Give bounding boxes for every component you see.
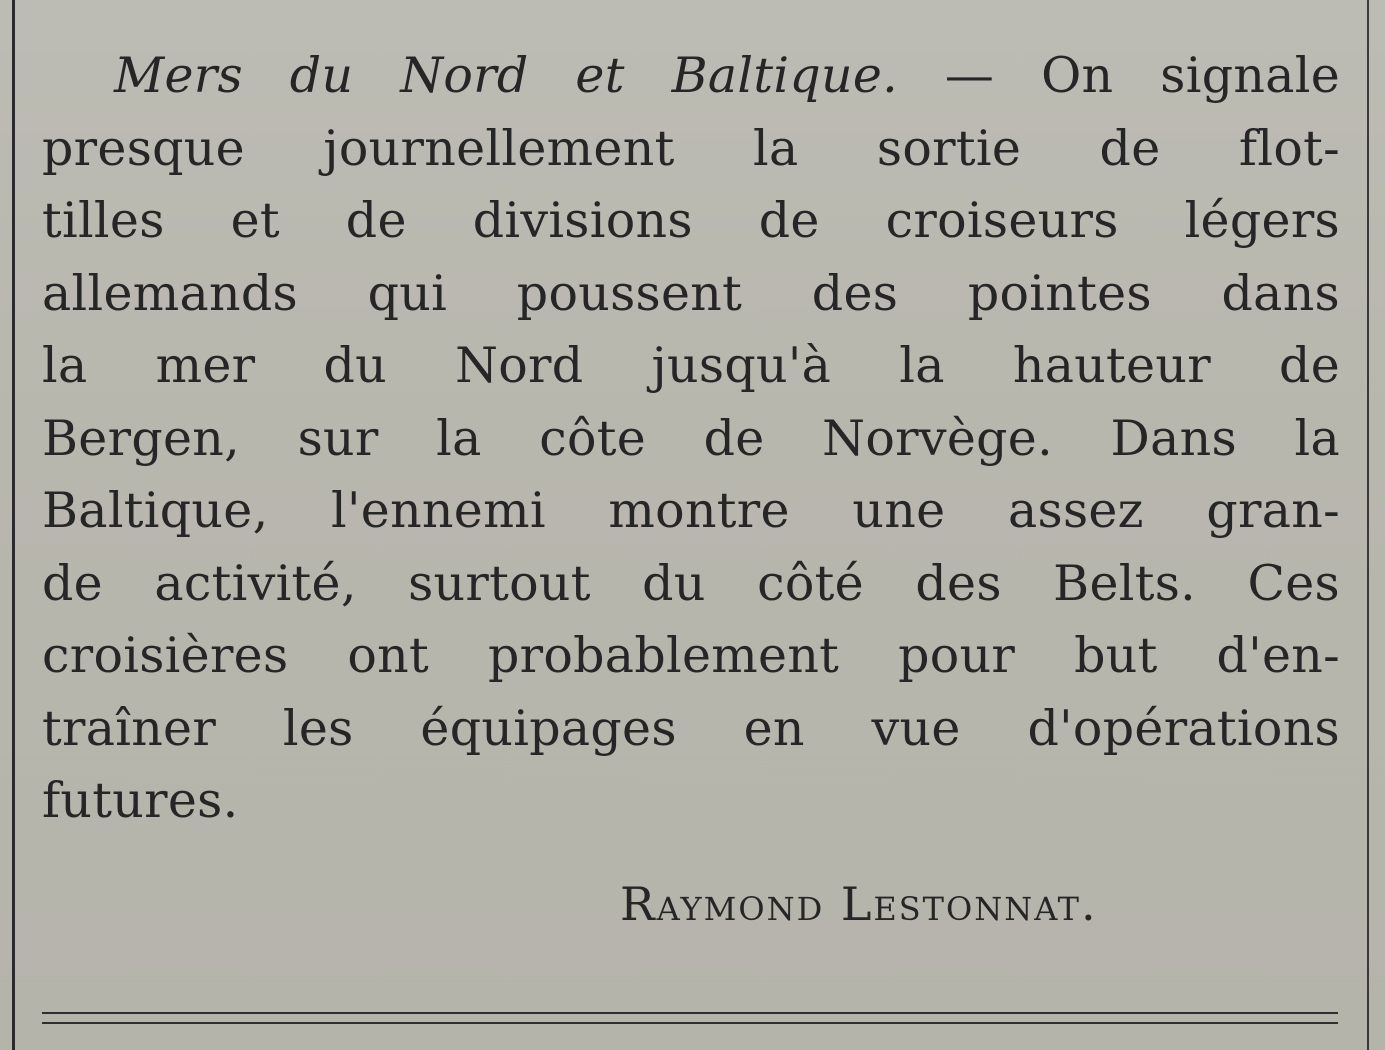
article-line-1 [42, 40, 1340, 113]
article-lead-heading: Mers du Nord et Baltique. [114, 47, 899, 104]
article-line-9: croisières ont probablement pour but d'en- [42, 627, 1340, 684]
article-line-3: tilles et de divisions de croiseurs légers [42, 192, 1340, 249]
article-line-2: presque journellement la sortie de flot- [42, 119, 1340, 177]
article-line-text: — On signale [898, 47, 1341, 104]
article-line-8: de activité, surtout du côté des Belts. Ces [42, 554, 1340, 612]
article-line-11: futures. [42, 772, 239, 829]
article-line-6: Bergen, sur la côte de Norvège. Dans la [42, 409, 1340, 467]
article-paragraph [42, 40, 1340, 838]
divider-line-top [42, 1012, 1338, 1014]
article-line-10: traîner les équipages en vue d'opérations [42, 699, 1340, 757]
column-rule-right [1367, 0, 1369, 1050]
article-line-7: Baltique, l'ennemi montre une assez gran- [42, 482, 1340, 539]
column-rule-left [12, 0, 15, 1050]
section-divider [42, 1012, 1338, 1026]
article-line-4: allemands qui poussent des pointes dans [42, 264, 1340, 322]
divider-line-bottom [42, 1022, 1338, 1024]
author-signature: Raymond Lestonnat. [620, 877, 1098, 931]
article-line-5: la mer du Nord jusqu'à la hauteur de [42, 337, 1340, 394]
